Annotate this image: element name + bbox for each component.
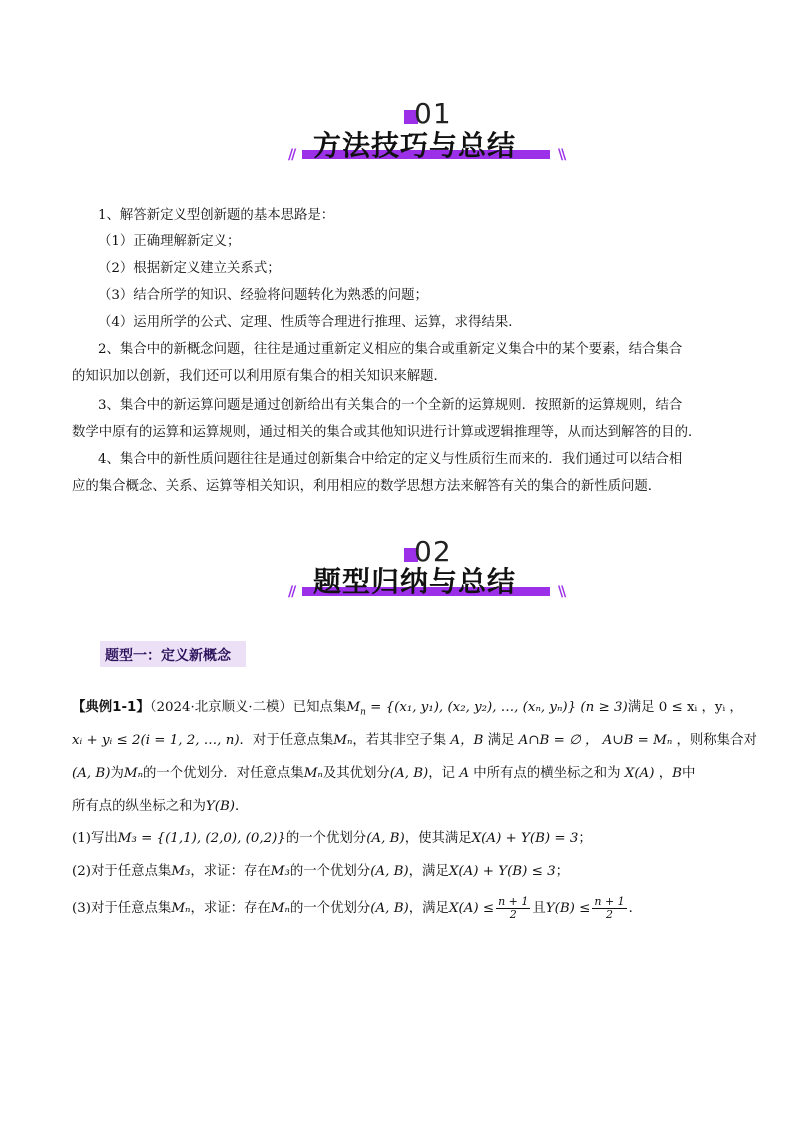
math-run: A <box>455 766 474 781</box>
method-line: （1）正确理解新定义； <box>98 234 241 249</box>
text-run: ， <box>658 766 673 781</box>
example-label: 【典例1-1】 <box>72 700 150 715</box>
method-line: （4）运用所学的公式、定理、性质等合理进行推理、运算，求得结果． <box>98 315 522 330</box>
method-line: 3、集合中的新运算问题是通过创新给出有关集合的一个全新的运算规则．按照新的运算规则，结合 <box>98 398 683 413</box>
fraction-numerator: n + 1 <box>498 895 529 908</box>
math-run: xᵢ + yᵢ ≤ 2(i = 1, 2, …, n) <box>72 733 240 748</box>
method-line: 1、解答新定义型创新题的基本思路是： <box>98 208 335 223</box>
math-run: Y(B) ≤ <box>545 901 591 917</box>
math-run: (A, B) <box>389 766 429 781</box>
left-slash-decoration: // <box>288 584 295 600</box>
text-run: 的一个优划分 <box>285 831 367 846</box>
section-title: 题型归纳与总结 <box>313 565 517 598</box>
question-type-tag <box>100 641 246 667</box>
fraction <box>592 896 626 921</box>
math-run: M₃ = {(1,1), (2,0), (0,2)} <box>117 831 286 846</box>
method-line: 4、集合中的新性质问题往往是通过创新集合中给定的定义与性质衍生而来的．我们通过可以结合相 <box>98 452 683 467</box>
text-run: 为 <box>110 766 124 781</box>
text-run: 已知点集 <box>292 700 347 715</box>
text-run: ． <box>235 799 249 814</box>
text-run: 满足 0 ≤ xᵢ ，yᵢ ， <box>627 700 743 715</box>
text-run: ，满足 <box>408 864 449 879</box>
text-run: 且 <box>532 901 546 917</box>
math-run: Mₙ <box>270 901 290 917</box>
method-line: 应的集合概念、关系、运算等相关知识，利用相应的数学思想方法来解答有关的集合的新性质问题． <box>72 479 662 494</box>
text-run: (1)写出 <box>72 831 118 846</box>
text-run: (2)对于任意点集 <box>72 864 172 879</box>
right-slash-decoration: \\ <box>558 584 565 600</box>
text-run: 中所有点的横坐标之和为 <box>473 766 621 781</box>
section-header-2 <box>0 534 794 614</box>
example-line-3 <box>72 766 695 782</box>
math-run: M <box>346 700 361 715</box>
math-run: Mₙ <box>303 766 323 781</box>
example-source: （2024·北京顺义·二模） <box>149 700 293 715</box>
method-line: （3）结合所学的知识、经验将问题转化为熟悉的问题； <box>98 288 428 303</box>
section-header-1 <box>0 96 794 176</box>
math-run: (A, B) <box>72 766 111 781</box>
math-run: Mₙ <box>123 766 144 781</box>
fraction-denominator: 2 <box>606 908 614 922</box>
method-line: 2、集合中的新概念问题，往往是通过重新定义相应的集合或重新定义集合中的某个要素，结合集合 <box>98 342 683 357</box>
example-line-2 <box>72 733 757 749</box>
math-sub: n <box>360 707 366 718</box>
math-run: X(A) ≤ <box>448 901 495 917</box>
text-run: ； <box>555 864 569 879</box>
math-run: X(A) <box>620 766 659 781</box>
math-run: = {(x₁, y₁), (x₂, y₂), …, (xₙ, yₙ)} (n ≥ 3) <box>365 700 628 715</box>
text-run: ．对于任意点集 <box>239 733 334 748</box>
method-line: 数学中原有的运算和运算规则，通过相关的集合或其他知识进行计算或逻辑推理等，从而达到解答的目的． <box>72 425 702 440</box>
fraction <box>496 896 530 921</box>
method-line: 的知识加以创新，我们还可以利用原有集合的相关知识来解题． <box>72 369 447 384</box>
fraction-denominator: 2 <box>509 908 517 922</box>
text-run: 的一个优划分 <box>289 901 371 917</box>
text-run: (3)对于任意点集 <box>72 901 172 917</box>
text-run: ； <box>578 831 592 846</box>
method-line: （2）根据新定义建立关系式； <box>98 261 281 276</box>
math-run: M₃ <box>171 864 191 879</box>
text-run: ，使其满足 <box>404 831 472 846</box>
text-run: 的一个优划分 <box>289 864 371 879</box>
math-run: B <box>672 766 682 781</box>
text-run: ，求证：存在 <box>190 901 271 917</box>
text-run: 所有点的纵坐标之和为 <box>72 799 206 814</box>
question-1 <box>72 831 592 847</box>
math-run: (A, B) <box>366 831 405 846</box>
text-run: ，若其非空子集 <box>352 733 447 748</box>
example-line-1 <box>72 700 743 718</box>
math-run: X(A) + Y(B) ≤ 3 <box>448 864 556 879</box>
text-run: ． <box>628 901 643 917</box>
math-run: A，B <box>446 733 488 748</box>
math-run: M₃ <box>270 864 290 879</box>
math-run: A∩B = ∅ ， A∪B = Mₙ <box>514 733 677 748</box>
text-run: ，记 <box>428 766 456 781</box>
section-title: 方法技巧与总结 <box>313 129 517 162</box>
example-line-4 <box>72 799 248 815</box>
math-run: (A, B) <box>370 864 409 879</box>
math-run: Mₙ <box>333 733 353 748</box>
math-run: Mₙ <box>171 901 191 917</box>
question-type-label: 题型一：定义新概念 <box>105 648 231 664</box>
text-run: ，则称集合对 <box>676 733 757 748</box>
text-run: 中 <box>681 766 696 781</box>
math-run: Y(B) <box>205 799 236 814</box>
fraction-numerator: n + 1 <box>594 895 625 908</box>
question-3 <box>72 896 642 921</box>
right-slash-decoration: \\ <box>558 147 565 163</box>
text-run: 的一个优划分．对任意点集 <box>143 766 304 781</box>
text-run: ，求证：存在 <box>190 864 271 879</box>
text-run: 及其优划分 <box>322 766 390 781</box>
section-number: 01 <box>414 97 452 130</box>
section-number: 02 <box>414 535 452 568</box>
text-run: 满足 <box>487 733 515 748</box>
question-2 <box>72 864 569 880</box>
text-run: ，满足 <box>408 901 449 917</box>
math-run: X(A) + Y(B) = 3 <box>471 831 579 846</box>
math-run: (A, B) <box>370 901 409 917</box>
left-slash-decoration: // <box>288 147 295 163</box>
